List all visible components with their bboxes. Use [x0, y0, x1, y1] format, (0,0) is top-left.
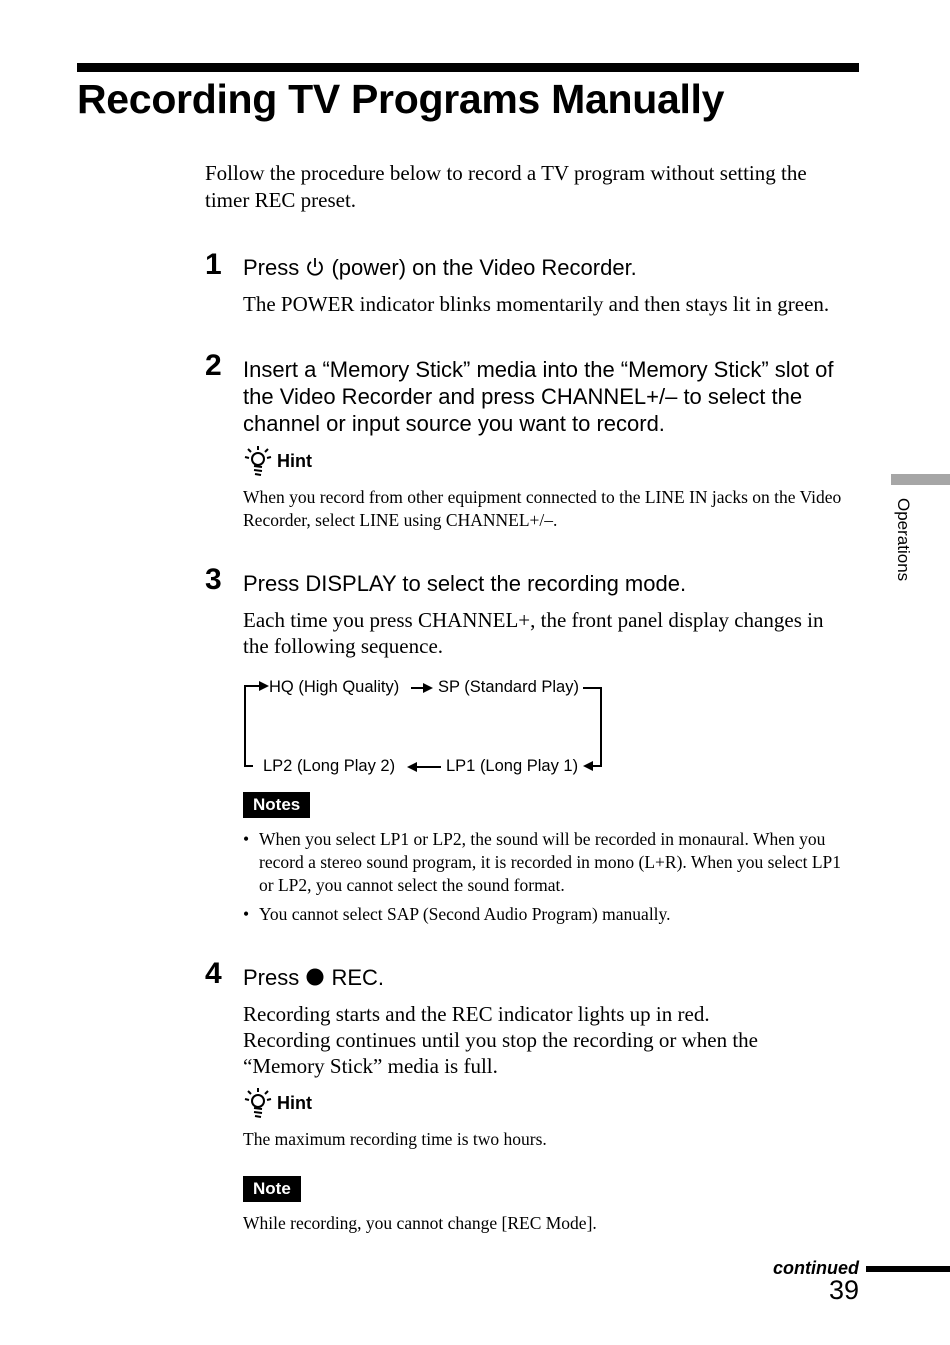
step-heading [243, 964, 384, 991]
mode-lp2: LP2 (Long Play 2) [263, 757, 396, 775]
hint-text: The maximum recording time is two hours. [243, 1129, 547, 1149]
record-dot-icon [305, 967, 325, 987]
step-heading: Press DISPLAY to select the recording mode. [243, 571, 687, 596]
mode-sp: SP (Standard Play) [438, 678, 579, 696]
step-body: Each time you press CHANNEL+, the front panel display changes in the following sequence. [243, 608, 824, 658]
step-heading-text: (power) on the Video Recorder. [325, 255, 637, 280]
step-heading-text: Press [243, 965, 306, 990]
side-tab-bar [891, 474, 950, 485]
mode-lp1: LP1 (Long Play 1) [446, 757, 579, 775]
continued-rule [866, 1266, 950, 1272]
mode-hq: HQ (High Quality) [269, 678, 400, 696]
note-badge: Note [243, 1176, 301, 1202]
continued-label: continued [773, 1258, 859, 1278]
notes-list [243, 828, 853, 926]
hint-label: Hint [277, 450, 312, 471]
note-item: • You cannot select SAP (Second Audio Program) manually. [243, 904, 671, 924]
step-heading: Insert a “Memory Stick” media into the “Memory Stick” slot of the Video Recorder and press CHANNEL+/– to select the channel or input source you want to record. [243, 357, 834, 436]
title-rule [77, 63, 859, 72]
side-tab-label [883, 498, 923, 588]
note-text: While recording, you cannot change [REC Mode]. [243, 1213, 597, 1233]
page-title: Recording TV Programs Manually [77, 76, 725, 122]
step-number: 4 [205, 957, 222, 990]
step-number: 1 [205, 248, 222, 281]
note-item-text: When you select LP1 or LP2, the sound will be recorded in monaural. When you record a stereo sound program, it is recorded in mono (L+R). When you select LP1 or LP2, you cannot select the sound format. [259, 829, 842, 895]
note-item: • When you select LP1 or LP2, the sound will be recorded in monaural. When you record a stereo sound program, it is recorded in mono (L+R). When you select LP1 or LP2, you cannot select the sound format. [243, 828, 853, 897]
intro-paragraph: Follow the procedure below to record a TV program without setting the timer REC preset. [205, 161, 807, 212]
hint-header [243, 445, 312, 477]
step-heading-text: REC. [325, 965, 385, 990]
step-body [243, 1001, 803, 1079]
hint-text: When you record from other equipment connected to the LINE IN jacks on the Video Recorder, select LINE using CHANNEL+/–. [243, 487, 842, 530]
lightbulb-icon [243, 445, 273, 477]
side-tab-text: Operations [894, 498, 913, 582]
step-body: The POWER indicator blinks momentarily and then stays lit in green. [243, 292, 830, 316]
body-line: Recording starts and the REC indicator lights up in red. [243, 1002, 710, 1026]
notes-badge: Notes [243, 792, 310, 818]
hint-header [243, 1087, 312, 1119]
step-number: 3 [205, 563, 222, 596]
hint-label: Hint [277, 1092, 312, 1113]
note-item-text: You cannot select SAP (Second Audio Program) manually. [259, 904, 671, 924]
step-heading-text: Press [243, 255, 306, 280]
step-heading [243, 254, 637, 281]
lightbulb-icon [243, 1087, 273, 1119]
page-number: 39 [828, 1275, 859, 1305]
mode-sequence-diagram [243, 676, 613, 776]
body-line: Recording continues until you stop the recording or when the “Memory Stick” media is full. [243, 1028, 758, 1078]
step-number: 2 [205, 349, 222, 382]
power-icon [305, 256, 325, 278]
